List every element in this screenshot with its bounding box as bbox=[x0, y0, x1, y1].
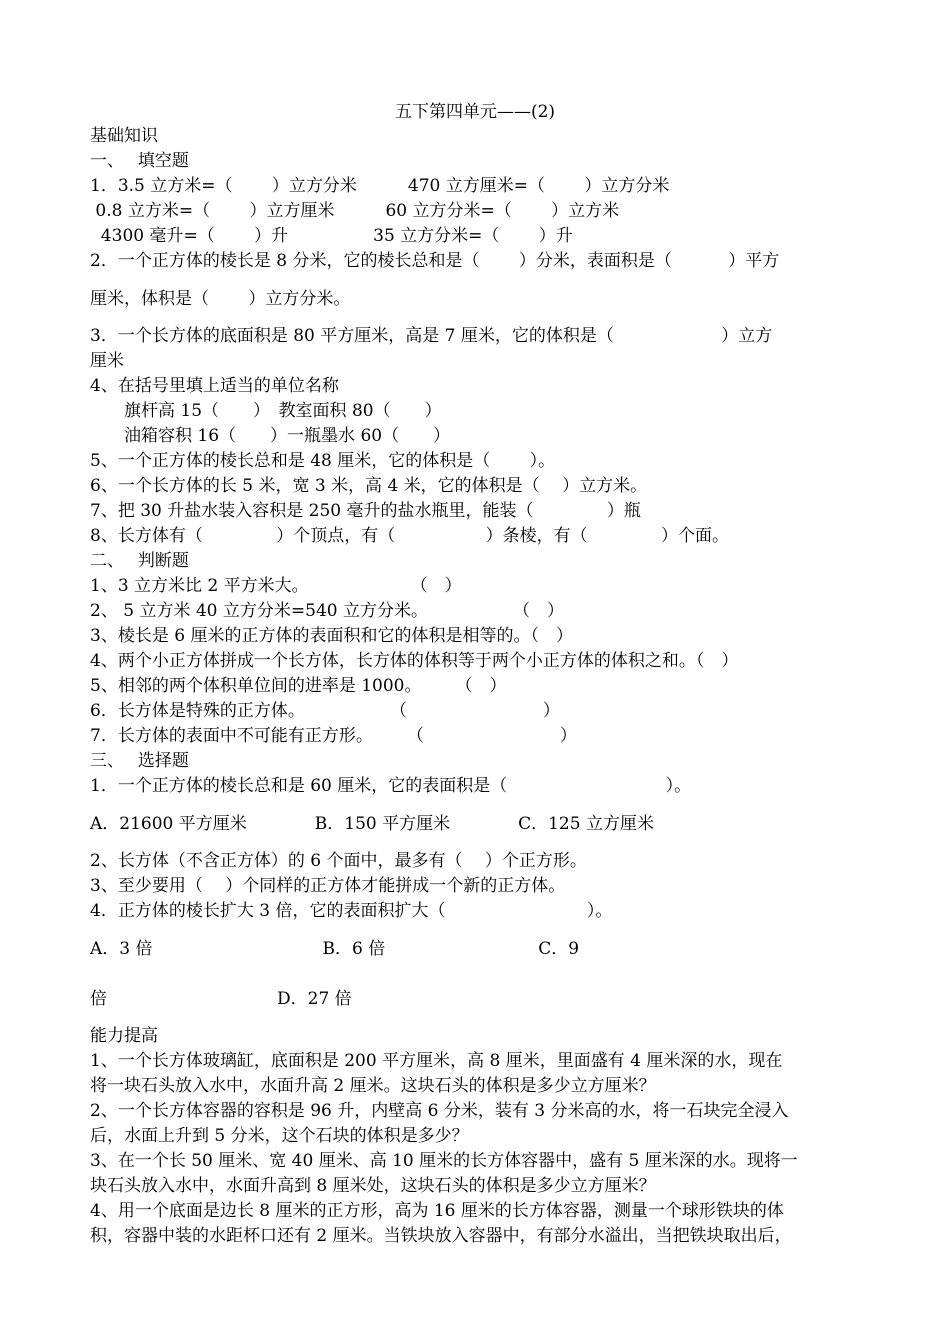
question-4-heading: 4、在括号里填上适当的单位名称 bbox=[90, 376, 339, 396]
mc-question-4: 4．正方体的棱长扩大 3 倍，它的表面积扩大（ ）。 bbox=[90, 901, 613, 921]
ability-question-4-line-1: 4、用一个底面是边长 8 厘米的正方形，高为 16 厘米的长方体容器，测量一个球形铁块的体 bbox=[90, 1201, 784, 1221]
question-1-line-1: 1．3.5 立方米=（ ）立方分米 470 立方厘米=（ ）立方分米 bbox=[90, 176, 670, 196]
tf-question-5: 5、相邻的两个体积单位间的进率是 1000。 （ ） bbox=[90, 676, 507, 696]
section-heading-basic: 基础知识 bbox=[90, 126, 158, 146]
question-5: 5、一个正方体的棱长总和是 48 厘米，它的体积是（ ）。 bbox=[90, 451, 556, 471]
question-1-line-3: 4300 毫升=（ ）升 35 立方分米=（ ）升 bbox=[90, 226, 573, 246]
section-ability: 能力提高 bbox=[90, 1026, 158, 1046]
mc-question-4-options-line-2: 倍 D．27 倍 bbox=[90, 989, 352, 1009]
mc-question-2: 2、长方体（不含正方体）的 6 个面中，最多有（ ）个正方形。 bbox=[90, 851, 587, 871]
tf-question-2: 2、 5 立方米 40 立方分米=540 立方分米。 （ ） bbox=[90, 601, 564, 621]
tf-question-1: 1、3 立方米比 2 平方米大。 （ ） bbox=[90, 576, 462, 596]
question-3-line-1: 3．一个长方体的底面积是 80 平方厘米，高是 7 厘米，它的体积是（ ）立方 bbox=[90, 326, 773, 346]
question-1-line-2: 0.8 立方米=（ ）立方厘米 60 立方分米=（ ）立方米 bbox=[90, 201, 620, 221]
ability-question-3-line-2: 块石头放入水中，水面升高到 8 厘米处，这块石头的体积是多少立方厘米？ bbox=[90, 1176, 656, 1196]
mc-question-3: 3、至少要用（ ）个同样的正方体才能拼成一个新的正方体。 bbox=[90, 876, 566, 896]
tf-question-3: 3、棱长是 6 厘米的正方体的表面积和它的体积是相等的。（ ） bbox=[90, 626, 573, 646]
tf-question-4: 4、两个小正方体拼成一个长方体，长方体的体积等于两个小正方体的体积之和。（ ） bbox=[90, 651, 739, 671]
page-title: 五下第四单元——(2) bbox=[394, 102, 556, 122]
tf-question-6: 6．长方体是特殊的正方体。 （ ） bbox=[90, 701, 560, 721]
section-multiple-choice: 三、 选择题 bbox=[90, 751, 189, 771]
mc-question-1-options: A．21600 平方厘米 B．150 平方厘米 C．125 立方厘米 bbox=[90, 814, 654, 834]
ability-question-2-line-2: 后，水面上升到 5 分米，这个石块的体积是多少？ bbox=[90, 1126, 469, 1146]
question-4-line-1: 旗杆高 15（ ） 教室面积 80（ ） bbox=[90, 401, 442, 421]
ability-question-2-line-1: 2、一个长方体容器的容积是 96 升，内壁高 6 分米，装有 3 分米高的水，将一石块完全浸入 bbox=[90, 1101, 789, 1121]
question-6: 6、一个长方体的长 5 米，宽 3 米，高 4 米，它的体积是（ ）立方米。 bbox=[90, 476, 648, 496]
section-true-false: 二、 判断题 bbox=[90, 551, 189, 571]
ability-question-3-line-1: 3、在一个长 50 厘米、宽 40 厘米、高 10 厘米的长方体容器中，盛有 5 厘米深的水。现将一 bbox=[90, 1151, 798, 1171]
question-8: 8、长方体有（ ）个顶点，有（ ）条棱，有（ ）个面。 bbox=[90, 526, 730, 546]
section-fill-blank: 一、 填空题 bbox=[90, 151, 189, 171]
mc-question-4-options-line-1: A．3 倍 B．6 倍 C．9 bbox=[90, 939, 580, 959]
question-3-line-2: 厘米 bbox=[90, 351, 124, 371]
question-7: 7、把 30 升盐水装入容积是 250 毫升的盐水瓶里，能装（ ）瓶 bbox=[90, 501, 641, 521]
question-4-line-2: 油箱容积 16（ ）一瓶墨水 60（ ） bbox=[90, 426, 451, 446]
tf-question-7: 7．长方体的表面中不可能有正方形。 （ ） bbox=[90, 726, 577, 746]
ability-question-1-line-1: 1、一个长方体玻璃缸，底面积是 200 平方厘米，高 8 厘米，里面盛有 4 厘米深的水，现在 bbox=[90, 1051, 783, 1071]
mc-question-1: 1．一个正方体的棱长总和是 60 厘米，它的表面积是（ ）。 bbox=[90, 776, 692, 796]
ability-question-4-line-2: 积，容器中装的水距杯口还有 2 厘米。当铁块放入容器中，有部分水溢出，当把铁块取出后， bbox=[90, 1226, 792, 1246]
question-2-line-2: 厘米，体积是（ ）立方分米。 bbox=[90, 289, 351, 309]
ability-question-1-line-2: 将一块石头放入水中，水面升高 2 厘米。这块石头的体积是多少立方厘米？ bbox=[90, 1076, 656, 1096]
question-2-line-1: 2．一个正方体的棱长是 8 分米，它的棱长总和是（ ）分米，表面积是（ ）平方 bbox=[90, 251, 780, 271]
